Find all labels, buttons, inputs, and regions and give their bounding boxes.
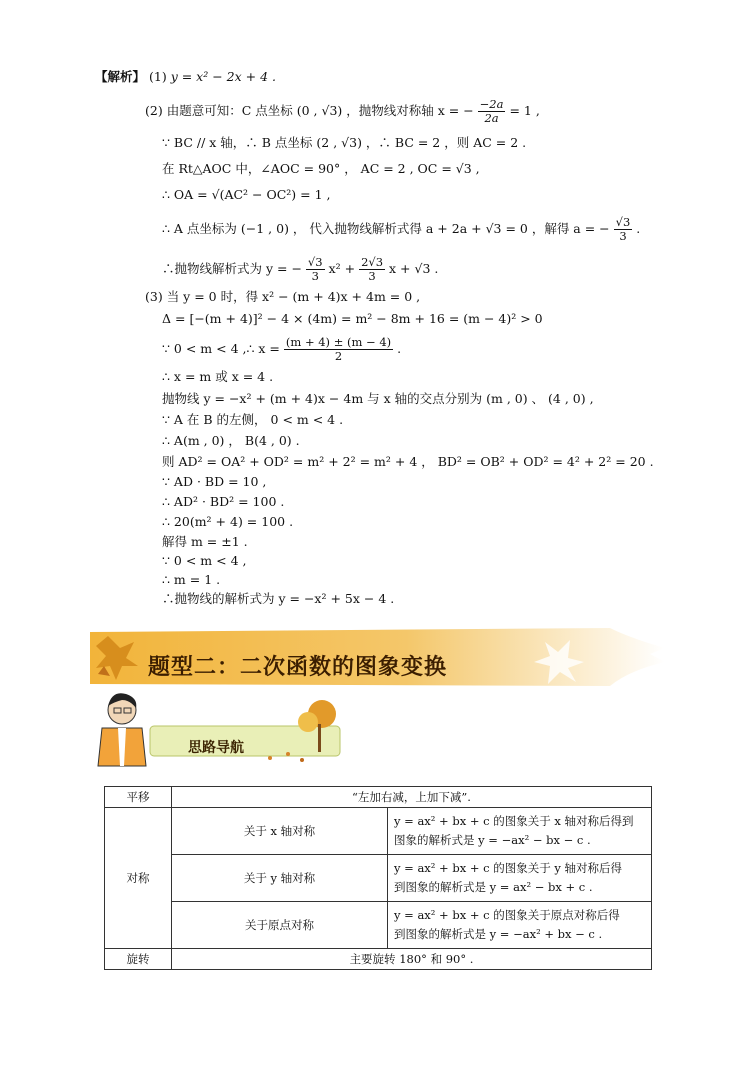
description-line: y = ax² + bx + c 的图象关于 y 轴对称后得 xyxy=(394,861,623,875)
part-2-line-1 xyxy=(145,98,540,125)
part-2-line-6 xyxy=(162,256,438,283)
translate-head: 平移 xyxy=(105,787,172,808)
fraction-numerator: √3 xyxy=(615,215,631,229)
part-1-number: (1) xyxy=(149,69,167,84)
fraction-numerator: 2√3 xyxy=(361,255,384,269)
description-line: y = ax² + bx + c 的图象关于原点对称后得 xyxy=(394,908,620,922)
symmetry-head: 对称 xyxy=(105,808,172,949)
part-3-line-6: ∵ A 在 B 的左侧， 0 < m < 4 . xyxy=(162,412,344,427)
part-3-line-1 xyxy=(145,288,420,306)
part-3-line-13: ∵ 0 < m < 4 , xyxy=(162,553,247,568)
part-3-line-9: ∵ AD · BD = 10 , xyxy=(162,474,267,489)
part-3-line-12: 解得 m = ±1 . xyxy=(162,534,248,549)
root-fraction xyxy=(284,336,393,363)
part-3-line-3-text: ∵ 0 < m < 4 ,∴ x = xyxy=(162,341,280,356)
solution-line-1 xyxy=(95,68,276,86)
fraction-denominator: 2 xyxy=(334,349,343,363)
period: . xyxy=(636,221,641,236)
symmetry-name: 关于原点对称 xyxy=(172,902,388,949)
symmetry-description xyxy=(388,808,652,855)
symmetry-name: 关于 y 轴对称 xyxy=(172,855,388,902)
translate-rule: “左加右减，上加下减”. xyxy=(172,787,652,808)
part-3-line-14: ∴ m = 1 . xyxy=(162,572,221,587)
part-3-number: (3) xyxy=(145,289,163,304)
a-value-fraction xyxy=(614,216,633,243)
fraction-denominator: 3 xyxy=(311,269,319,283)
fraction-denominator: 3 xyxy=(368,269,376,283)
transformation-table xyxy=(104,786,652,970)
table-row xyxy=(105,808,652,855)
part-3-line-5: 抛物线 y = −x² + (m + 4)x − 4m 与 x 轴的交点分别为 (m , 0) 、 (4 , 0) , xyxy=(162,391,594,406)
part-2-line-6-mid: x² + xyxy=(328,261,356,276)
part-2-text: 由题意可知：C 点坐标 xyxy=(166,103,293,118)
part-1-equation: y = x² − 2x + 4 . xyxy=(170,69,276,84)
symmetry-description xyxy=(388,902,652,949)
part-2-line-5 xyxy=(162,216,640,243)
part-2-line-5-text: ∴ A 点坐标为 (−1 , 0) ， 代入抛物线解析式得 a + 2a + √3 = 0 ，解得 a = − xyxy=(162,221,610,236)
coef-fraction-1 xyxy=(306,256,325,283)
part-3-line-2: Δ = [−(m + 4)]² − 4 × (4m) = m² − 8m + 16 = (m − 4)² > 0 xyxy=(162,311,543,326)
description-line: y = ax² + bx + c 的图象关于 x 轴对称后得到 xyxy=(394,814,634,828)
period: . xyxy=(397,341,402,356)
part-3-line-11: ∴ 20(m² + 4) = 100 . xyxy=(162,514,294,529)
part-2-line-6-end: x + √3 . xyxy=(389,261,439,276)
part-2-line-6-text: ∴抛物线解析式为 y = − xyxy=(162,261,302,276)
fraction-numerator: (m + 4) ± (m − 4) xyxy=(285,335,392,349)
part-3-line-3 xyxy=(162,336,401,363)
description-line: 到图象的解析式是 y = −ax² + bx − c . xyxy=(394,927,603,941)
guide-title: 思路导航 xyxy=(188,740,244,756)
part-2-line-2: ∵ BC // x 轴，∴ B 点坐标 (2 , √3) ，∴ BC = 2 ，则 AC = 2 . xyxy=(162,135,527,150)
section-title: 题型二：二次函数的图象变换 xyxy=(148,655,448,680)
symmetry-description xyxy=(388,855,652,902)
rotate-rule: 主要旋转 180° 和 90° . xyxy=(172,949,652,970)
fraction-denominator: 3 xyxy=(619,229,627,243)
table-row xyxy=(105,787,652,808)
description-line: 到图象的解析式是 y = ax² − bx + c . xyxy=(394,880,593,894)
part-3-line-10: ∴ AD² · BD² = 100 . xyxy=(162,494,285,509)
symmetry-name: 关于 x 轴对称 xyxy=(172,808,388,855)
part-3-line-4: ∴ x = m 或 x = 4 . xyxy=(162,369,274,384)
table-row xyxy=(105,855,652,902)
rotate-head: 旋转 xyxy=(105,949,172,970)
solution-label: 【解析】 xyxy=(95,69,146,84)
axis-fraction xyxy=(478,98,506,125)
part-3-line-8: 则 AD² = OA² + OD² = m² + 2² = m² + 4 ， BD² = OB² + OD² = 4² + 2² = 20 . xyxy=(162,454,654,469)
fraction-numerator: −2a xyxy=(479,97,504,111)
part-2-line-3: 在 Rt△AOC 中，∠AOC = 90° ， AC = 2 , OC = √3 , xyxy=(162,161,480,176)
description-line: 图象的解析式是 y = −ax² − bx − c . xyxy=(394,833,591,847)
part-3-line-7: ∴ A(m , 0) ， B(4 , 0) . xyxy=(162,433,300,448)
table-row xyxy=(105,949,652,970)
point-c-coords: (0 , √3) xyxy=(296,103,343,118)
fraction-numerator: √3 xyxy=(307,255,323,269)
part-2-line-4: ∴ OA = √(AC² − OC²) = 1 , xyxy=(162,187,331,202)
part-3-line-15: ∴抛物线的解析式为 y = −x² + 5x − 4 . xyxy=(162,591,395,606)
coef-fraction-2 xyxy=(359,256,385,283)
part-2-number: (2) xyxy=(145,103,163,118)
fraction-denominator: 2a xyxy=(484,111,499,125)
axis-value: = 1 , xyxy=(509,103,540,118)
table-row xyxy=(105,902,652,949)
part-3-line-1-text: 当 y = 0 时，得 x² − (m + 4)x + 4m = 0 , xyxy=(166,289,421,304)
axis-formula-text: ，抛物线对称轴 x = − xyxy=(346,103,474,118)
